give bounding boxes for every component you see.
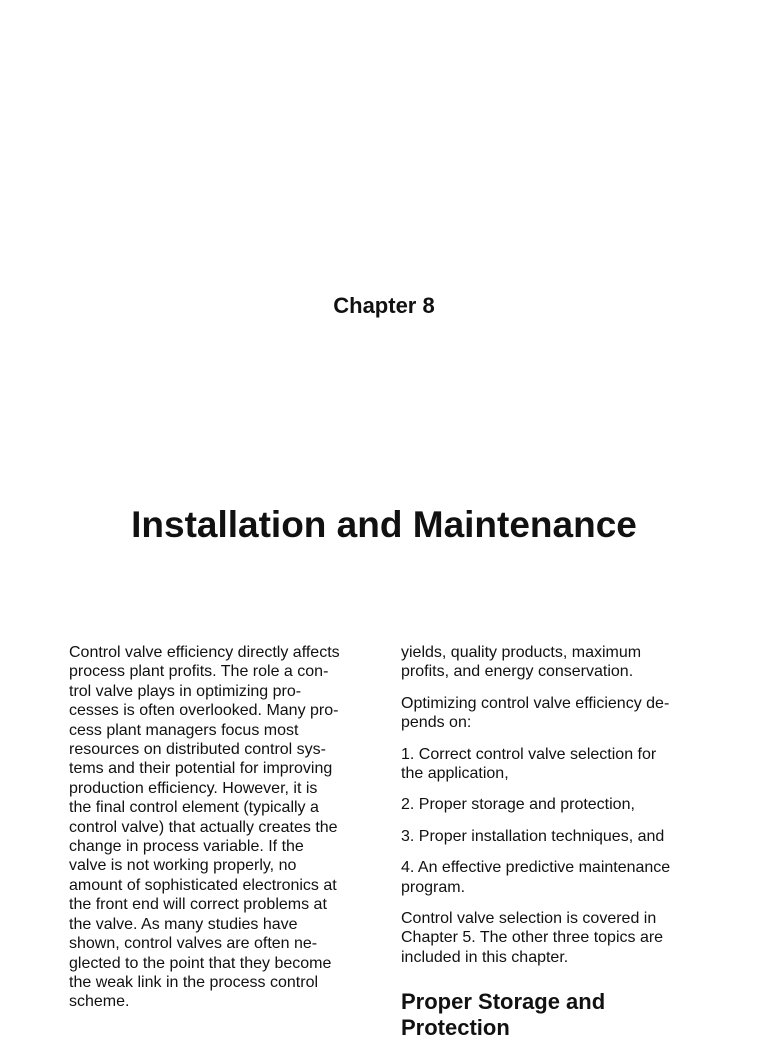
list-item [401,858,706,897]
text-line: cesses is often overlooked. Many pro- [69,702,339,720]
text-line: scheme. [69,993,130,1011]
text-line: 1. Correct control valve selection for [401,745,657,763]
text-line: profits, and energy conservation. [401,663,634,681]
text-line: included in this chapter. [401,948,569,966]
text-line: 4. An effective predictive maintenance [401,859,671,877]
text-line: Chapter 5. The other three topics are [401,929,664,947]
text-line: the application, [401,765,509,783]
text-line: glected to the point that they become [69,954,332,972]
list-item [401,795,706,814]
text-line: the weak link in the process control [69,973,319,991]
text-line: the front end will correct problems at [69,896,327,914]
text-line: the final control element (typically a [69,799,319,817]
left-column [69,643,369,1024]
text-line: Control valve selection is covered in [401,910,657,928]
text-line: pends on: [401,714,472,732]
text-line: resources on distributed control sys- [69,741,326,759]
chapter-number: Chapter 8 [333,293,435,318]
text-line: amount of sophisticated electronics at [69,876,337,894]
list-item [401,827,706,846]
text-line: process plant profits. The role a con- [69,663,329,681]
text-line: Optimizing control valve efficiency de- [401,694,670,712]
text-line: control valve) that actually creates the [69,818,338,836]
text-line: trol valve plays in optimizing pro- [69,682,302,700]
text-line: shown, control valves are often ne- [69,935,318,953]
text-line: production efficiency. However, it is [69,779,318,797]
text-line: valve is not working properly, no [69,857,297,875]
continuation-paragraph [401,643,706,682]
text-line: 3. Proper installation techniques, and [401,827,665,845]
text-line: change in process variable. If the [69,838,304,856]
text-line: 2. Proper storage and protection, [401,796,635,814]
right-column [401,643,706,1041]
text-line: cess plant managers focus most [69,721,299,739]
closing-paragraph [401,909,706,967]
section-heading: Proper Storage and Protection [401,989,606,1041]
text-line: program. [401,878,466,896]
chapter-title: Installation and Maintenance [131,504,637,545]
text-line: yields, quality products, maximum [401,644,642,661]
text-line: Control valve efficiency directly affects [69,644,340,661]
list-item [401,745,706,784]
text-line: the valve. As many studies have [69,915,298,933]
intro-paragraph [69,643,369,1012]
intro-list-paragraph [401,694,706,733]
text-line: tems and their potential for improving [69,760,333,778]
